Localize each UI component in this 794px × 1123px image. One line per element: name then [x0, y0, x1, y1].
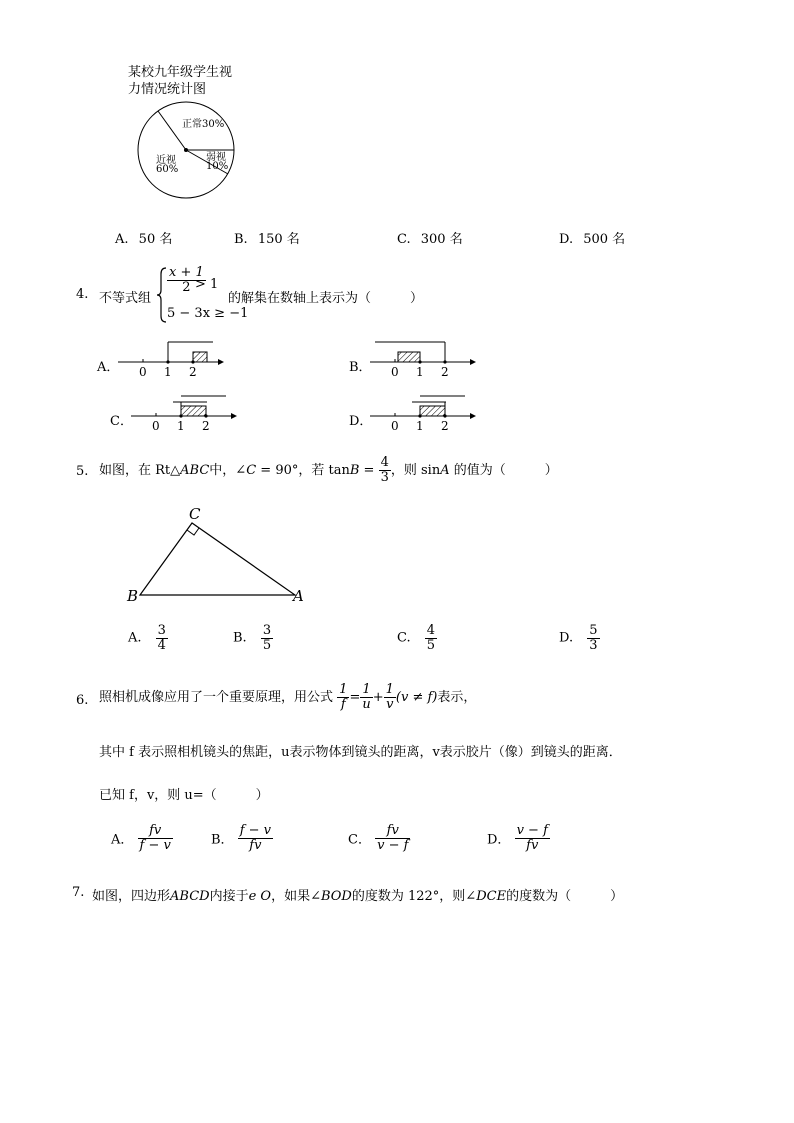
- q5-tan-den: 3: [380, 470, 389, 485]
- q4-c-tick-1: 1: [177, 419, 185, 433]
- q6-option-c-den: v − f: [377, 837, 409, 853]
- q5-option-a-den: 4: [157, 637, 166, 653]
- q5-option-b-num: 3: [262, 623, 272, 638]
- q5-option-a-num: 3: [157, 623, 166, 638]
- q5-text-e: ，则 sin: [390, 463, 441, 478]
- q6-f3-num: 1: [385, 682, 394, 698]
- q6-option-c-num: fv: [375, 824, 410, 839]
- q5-text-f: 的值为（ ）: [449, 463, 558, 478]
- q5-vertex-a: A: [293, 587, 304, 605]
- q4-number: 4.: [76, 287, 89, 302]
- q4-option-b-letter[interactable]: B．: [349, 360, 372, 375]
- q6-line2: 其中 f 表示照相机镜头的焦距，u表示物体到镜头的距离，v表示胶片（像）到镜头的距离．: [99, 745, 622, 760]
- q6-option-d-fraction: [515, 824, 550, 852]
- q5-option-d-letter: D.: [559, 630, 574, 646]
- q7-text-d: 的度数为 122°，则∠: [351, 889, 477, 904]
- q5-option-c-letter: C.: [397, 630, 411, 646]
- pie-center-dot: [184, 148, 188, 152]
- q6-line1: [99, 680, 476, 716]
- q7-text-c: ，如果∠: [271, 889, 321, 904]
- q5-text-c: = 90°，若 tan: [256, 463, 350, 478]
- q4-option-d-numberline[interactable]: [370, 392, 480, 432]
- q6-line3: 已知 f，v，则 u=（ ）: [99, 788, 269, 803]
- q4-d-tick-1: 1: [416, 419, 424, 433]
- q6-option-d[interactable]: [487, 824, 550, 852]
- q5-b-var: B: [349, 463, 360, 478]
- q7-text-b: 内接于: [209, 889, 249, 904]
- q5-option-a-fraction: [156, 624, 168, 652]
- q6-line1-a: 照相机成像应用了一个重要原理，用公式: [99, 690, 334, 705]
- q6-eq: =: [349, 690, 361, 705]
- q5-option-d-num: 5: [589, 623, 598, 638]
- q4-suffix: 的解集在数轴上表示为（ ）: [228, 291, 424, 306]
- q6-option-b-letter: B．: [211, 832, 234, 848]
- q3-option-d-text: 500 名: [583, 232, 626, 247]
- q4-option-a-letter[interactable]: A．: [97, 360, 120, 375]
- q6-condition: (v ≠ f): [395, 690, 438, 705]
- q4-option-b-numberline[interactable]: [370, 338, 480, 378]
- q6-option-d-num: v − f: [516, 823, 548, 838]
- q7-text-a: 如图，四边形: [92, 889, 171, 904]
- q5-option-c-num: 4: [426, 623, 436, 638]
- q5-tan-num: 4: [380, 455, 389, 471]
- q5-text-a: 如图，在 Rt△: [99, 463, 181, 478]
- q3-option-c[interactable]: [397, 228, 463, 247]
- q5-option-c-fraction: [425, 624, 437, 652]
- chart-title-line1: 某校九年级学生视: [128, 65, 233, 80]
- q7-stem: [92, 885, 623, 904]
- q4-prefix: 不等式组: [99, 291, 152, 306]
- q7-number: 7.: [72, 885, 85, 900]
- q4-d-tick-0: 0: [391, 419, 399, 433]
- q4-ineq2: 5 − 3x ≥ −1: [167, 306, 249, 321]
- q3-option-a-letter: A.: [115, 232, 129, 247]
- q4-d-tick-2: 2: [441, 419, 449, 433]
- q6-number: 6.: [76, 693, 89, 708]
- q5-text-d: =: [359, 463, 375, 478]
- q5-number: 5.: [76, 464, 89, 479]
- q5-tan-fraction: [379, 456, 391, 484]
- chart-title-line2: 力情况统计图: [128, 82, 207, 97]
- q5-option-b-letter: B.: [233, 630, 247, 646]
- q6-option-c-fraction: [375, 824, 410, 852]
- q3-option-c-letter: C.: [397, 232, 411, 247]
- q6-line1-b: 表示，: [437, 690, 477, 705]
- q6-f1-num: 1: [339, 682, 348, 698]
- q4-b-tick-0: 0: [391, 365, 399, 379]
- q7-abcd: ABCD: [170, 889, 210, 904]
- q3-option-b[interactable]: [234, 228, 300, 247]
- q6-option-d-den: fv: [526, 837, 539, 853]
- q4-ineq1-rel: > 1: [195, 277, 219, 292]
- q5-a-var: A: [440, 463, 450, 478]
- pie-label-myopia-pct: 60%: [156, 164, 179, 175]
- q4-b-tick-1: 1: [416, 365, 424, 379]
- q4-ineq1-num: x + 1: [169, 265, 204, 280]
- q5-option-c[interactable]: [397, 624, 437, 652]
- q4-option-c-letter[interactable]: C．: [110, 414, 133, 429]
- q5-option-b-den: 5: [262, 637, 272, 653]
- q3-option-b-text: 150 名: [257, 232, 300, 247]
- q4-a-tick-0: 0: [139, 365, 147, 379]
- q3-option-c-text: 300 名: [420, 232, 463, 247]
- q6-f2-den: u: [362, 697, 371, 712]
- q5-vertex-b: B: [127, 587, 139, 605]
- q5-option-d-den: 3: [589, 637, 598, 653]
- q5-option-b[interactable]: [233, 624, 273, 652]
- q5-vertex-c: C: [189, 505, 201, 523]
- q6-f3-den: v: [386, 697, 394, 712]
- q3-option-d[interactable]: [559, 228, 625, 247]
- q4-b-tick-2: 2: [441, 365, 449, 379]
- q4-a-tick-2: 2: [189, 365, 197, 379]
- q7-bod: BOD: [320, 889, 352, 904]
- q4-c-tick-2: 2: [202, 419, 210, 433]
- pie-label-myopia-name: 近视: [156, 155, 176, 166]
- q6-f2-num: 1: [360, 683, 372, 698]
- q4-c-tick-0: 0: [152, 419, 160, 433]
- q3-option-a-text: 50 名: [138, 232, 173, 247]
- q6-option-a-letter: A．: [111, 832, 134, 848]
- q6-option-a[interactable]: [111, 824, 173, 852]
- pie-label-normal: 正常30%: [182, 119, 225, 130]
- q6-option-d-letter: D．: [487, 832, 511, 848]
- q3-option-b-letter: B.: [234, 232, 248, 247]
- q5-stem: [99, 456, 558, 486]
- q5-option-b-fraction: [261, 624, 273, 652]
- q6-option-a-fraction: [138, 824, 173, 852]
- q6-option-b-den: fv: [249, 837, 262, 853]
- q5-c-var: C: [246, 463, 257, 478]
- q6-plus: +: [372, 690, 384, 705]
- q4-option-a-numberline[interactable]: [118, 338, 228, 378]
- q4-a-tick-1: 1: [164, 365, 172, 379]
- q5-option-a-letter: A.: [128, 630, 142, 646]
- q5-triangle-figure: [125, 505, 315, 610]
- q4-option-c-numberline[interactable]: [131, 392, 241, 432]
- q6-option-a-num: fv: [138, 824, 173, 839]
- pie-label-weak-name: 弱视: [206, 152, 226, 163]
- q5-abc: ABC: [180, 463, 210, 478]
- q5-option-d[interactable]: [559, 624, 600, 652]
- q6-option-a-den: f − v: [139, 837, 171, 853]
- q3-option-d-letter: D.: [559, 232, 574, 247]
- q6-f1-den: f: [340, 697, 346, 712]
- q6-option-c-letter: C．: [348, 832, 371, 848]
- pie-label-weak-pct: 10%: [206, 161, 229, 172]
- q3-option-a[interactable]: [115, 228, 172, 247]
- q6-formula-1f: [337, 683, 349, 711]
- q6-option-b-num: f − v: [239, 823, 272, 838]
- q7-dce: DCE: [476, 889, 507, 904]
- q5-text-b: 中，∠: [209, 463, 247, 478]
- q5-option-d-fraction: [587, 624, 599, 652]
- q4-option-d-letter[interactable]: D．: [349, 414, 373, 429]
- q4-ineq1-den: 2: [182, 279, 191, 295]
- q6-option-b[interactable]: [211, 824, 273, 852]
- q7-text-e: 的度数为（ ）: [506, 889, 624, 904]
- q6-option-b-fraction: [238, 824, 273, 852]
- q6-formula-1v: [384, 683, 396, 711]
- q5-option-a[interactable]: [128, 624, 168, 652]
- q6-formula-1u: [360, 683, 372, 711]
- q6-option-c[interactable]: [348, 824, 410, 852]
- q7-circle-o: e O: [248, 889, 272, 904]
- q5-option-c-den: 5: [426, 637, 436, 653]
